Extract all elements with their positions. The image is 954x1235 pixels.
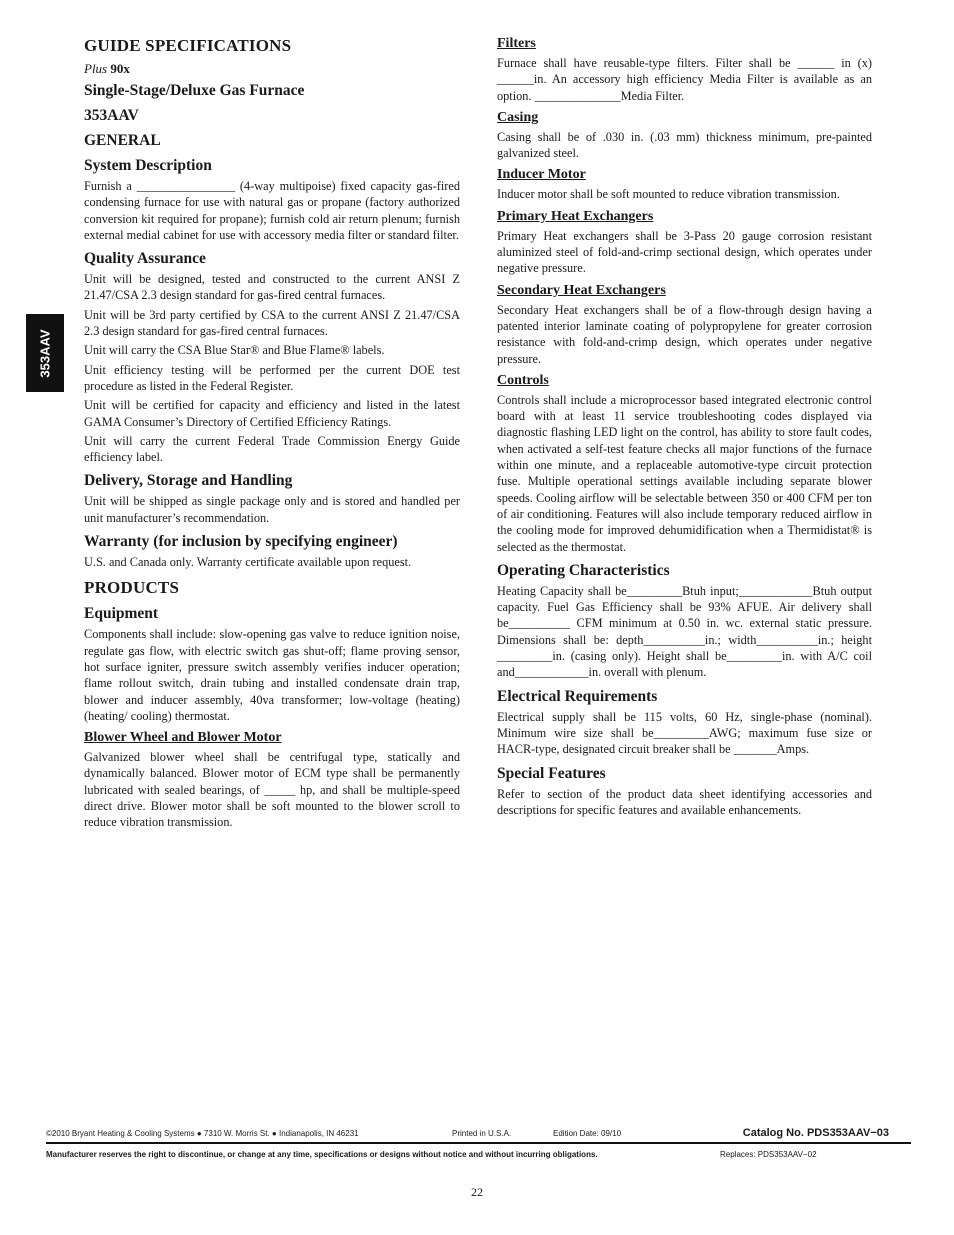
casing-heading: Casing	[497, 109, 539, 125]
inducer-motor-text: Inducer motor shall be soft mounted to reduce vibration transmission.	[497, 187, 840, 202]
side-tab	[26, 314, 64, 392]
special-features-text: Refer to section of the product data sheet identifying accessories and descriptions for specific features and available enhancements.	[497, 786, 872, 817]
plus-90x-label	[84, 61, 460, 77]
qa-paragraph-2: Unit will be 3rd party certified by CSA to the current ANSI Z 21.47/CSA 2.3 design standard for gas-fired central furnaces.	[84, 307, 460, 339]
secondary-heat-exchangers-text: Secondary Heat exchangers shall be of a flow-through design having a patented interior laminate coating of polypropylene for greater corrosion resistance with fold-and-crimp design, which operates under negative pressure.	[497, 302, 872, 366]
right-column	[497, 36, 872, 821]
furnace-title: Single-Stage/Deluxe Gas Furnace	[84, 82, 305, 99]
quality-assurance-heading: Quality Assurance	[84, 250, 206, 268]
general-heading: GENERAL	[84, 132, 161, 149]
casing-text: Casing shall be of .030 in. (.03 mm) thickness minimum, pre-painted galvanized steel.	[497, 129, 872, 161]
model-title: 353AAV	[84, 107, 139, 124]
replaces-text: Replaces: PDS353AAV−02	[720, 1150, 817, 1159]
edition-date: Edition Date: 09/10	[553, 1129, 622, 1138]
warranty-heading: Warranty (for inclusion by specifying engineer)	[84, 533, 398, 551]
controls-heading: Controls	[497, 372, 549, 388]
filters-heading: Filters	[497, 36, 536, 51]
products-heading: PRODUCTS	[84, 578, 180, 598]
qa-paragraph-4: Unit efficiency testing will be performed per the current DOE test procedure as listed in the Federal Register.	[84, 362, 460, 393]
electrical-requirements-text: Electrical supply shall be 115 volts, 60 Hz, single-phase (nominal). Minimum wire size shall be_________AWG; maximum fuse size or HACR-type, designated circuit breaker shall be _______Amps.	[497, 709, 872, 757]
system-description-heading: System Description	[84, 157, 212, 174]
left-column	[84, 36, 460, 834]
disclaimer-text: Manufacturer reserves the right to discontinue, or change at any time, specifications or designs without notice and without incurring obligations.	[46, 1150, 598, 1159]
controls-text: Controls shall include a microprocessor based integrated electronic control board with at least 11 service troubleshooting codes displayed via diagnostic flashing LED light on the control, has ability to store fault codes, when activated a self-test feature checks all major functions of the furnace within one minute, and a replaceable automotive-type circuit protection fuse. Multiple operational settings available including separate blower speeds. Cooling airflow will be selectable between 350 or 400 CFM per ton of air conditioning. Features will also include temporary reduced airflow in the cooling mode for improved dehumidification when a Thermidistat® is selected as the thermostat.	[497, 392, 872, 554]
delivery-text: Unit will be shipped as single package only and is stored and handled per unit manufacturer’s recommendation.	[84, 494, 460, 525]
equipment-heading: Equipment	[84, 605, 159, 623]
page-number: 22	[471, 1185, 483, 1199]
qa-paragraph-6: Unit will carry the current Federal Trade Commission Energy Guide efficiency label.	[84, 433, 460, 465]
operating-characteristics-text: Heating Capacity shall be_________Btuh input;____________Btuh output capacity. Fuel Gas Efficiency shall be 93% AFUE. Air delivery shall be__________ CFM minimum at 0.50 in. wc. external static pressure. Dimensions shall be: depth__________in.; width__________in.; height _________in. (casing only). Height shall be_________in. with A/C coil and____________in. overall with plenum.	[497, 583, 872, 680]
electrical-requirements-heading: Electrical Requirements	[497, 687, 658, 705]
footer-top	[46, 1126, 911, 1144]
plus-text: Plus	[84, 61, 108, 76]
qa-paragraph-5: Unit will be certified for capacity and efficiency and listed in the latest GAMA Consumer’s Directory of Certified Efficiency Ratings.	[84, 398, 460, 429]
qa-paragraph-3: Unit will carry the CSA Blue Star® and Blue Flame® labels.	[84, 343, 385, 358]
filters-text: Furnace shall have reusable-type filters. Filter shall be ______ in (x) ______in. An accessory high efficiency Media Filter is available as an option. ______________Media Filter.	[497, 56, 872, 103]
inducer-motor-heading: Inducer Motor	[497, 167, 586, 183]
catalog-number: Catalog No. PDS353AAV−03	[742, 1127, 889, 1139]
qa-paragraph-1: Unit will be designed, tested and constructed to the current ANSI Z 21.47/CSA 2.3 design standard for gas-fired central furnaces.	[84, 272, 460, 303]
special-features-heading: Special Features	[497, 764, 606, 782]
guide-specifications-title: GUIDE SPECIFICATIONS	[84, 36, 292, 55]
delivery-heading: Delivery, Storage and Handling	[84, 472, 293, 490]
side-tab-label: 353AAV	[37, 328, 53, 378]
printed-text: Printed in U.S.A.	[452, 1129, 512, 1138]
ninety-x-text: 90x	[110, 61, 130, 76]
warranty-text: U.S. and Canada only. Warranty certificate available upon request.	[84, 555, 412, 570]
blower-text: Galvanized blower wheel shall be centrifugal type, statically and dynamically balanced. Blower motor of ECM type shall be permanently lubricated with sealed bearings, of _____ hp, and shall be multiple-speed direct drive. Blower motor shall be soft mounted to the blower scroll to reduce vibration transmission.	[84, 750, 460, 830]
primary-heat-exchangers-heading: Primary Heat Exchangers	[497, 208, 654, 224]
secondary-heat-exchangers-heading: Secondary Heat Exchangers	[497, 282, 666, 298]
blower-heading: Blower Wheel and Blower Motor	[84, 730, 282, 746]
system-description-text: Furnish a ________________ (4-way multipoise) fixed capacity gas-fired condensing furnace for use with natural gas or propane (factory authorized conversion kit required for propane); furnish cold air return plenum; furnish external medial cabinet for use with accessory media filter or standard filter.	[84, 179, 460, 242]
copyright-text: ©2010 Bryant Heating & Cooling Systems ● 7310 W. Morris St. ● Indianapolis, IN 46231	[46, 1129, 359, 1138]
equipment-text: Components shall include: slow-opening gas valve to reduce ignition noise, regulate gas flow, with electric switch gas shut-off; flame proving sensor, hot surface igniter, pressure switch assembly verifies inducer operation; flame rollout switch, drain tubing and installed condensate drain trap, blower and inducer assembly, 40va transformer; low-voltage (heating) (heating/ cooling) thermostat.	[84, 627, 460, 723]
primary-heat-exchangers-text: Primary Heat exchangers shall be 3-Pass 20 gauge corrosion resistant aluminized steel of fold-and-crimp sectional design, which operates under negative pressure.	[497, 228, 872, 276]
operating-characteristics-heading: Operating Characteristics	[497, 561, 670, 579]
